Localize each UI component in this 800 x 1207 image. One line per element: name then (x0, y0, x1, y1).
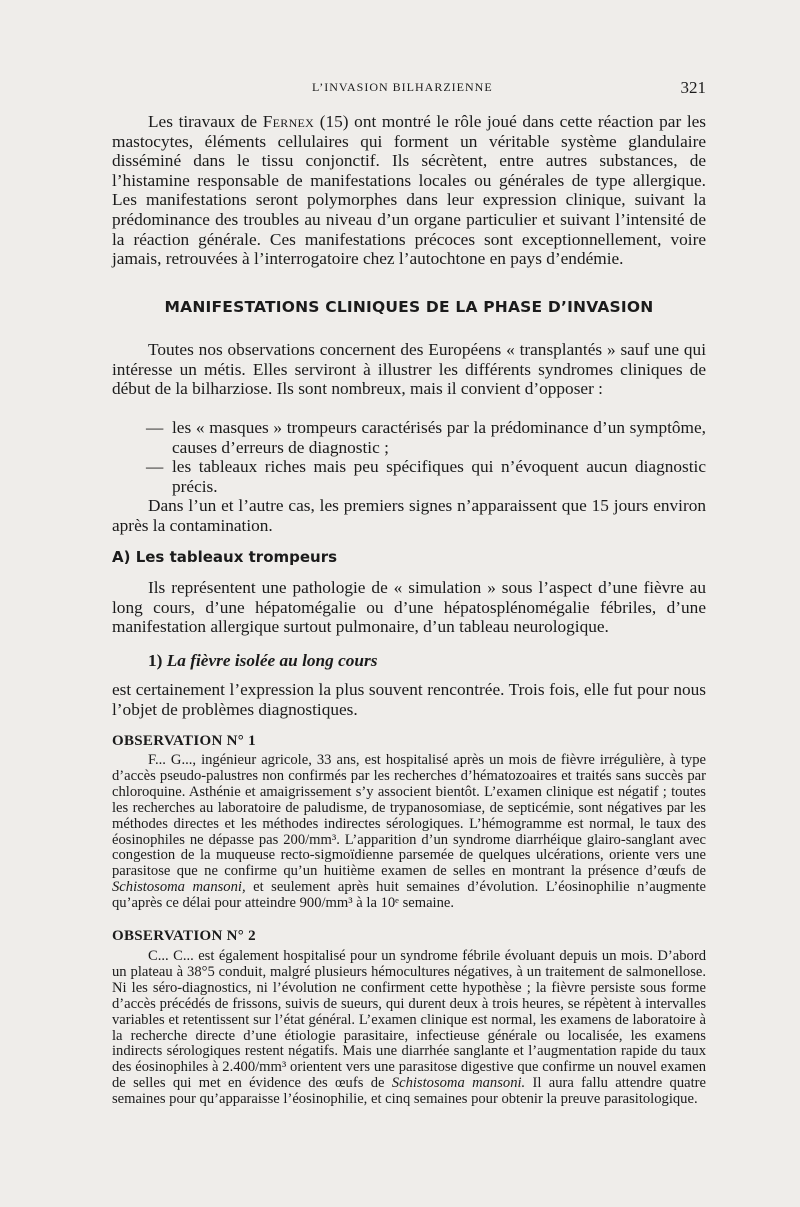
subsection-1-text: est certainement l’expression la plus souvent rencontrée. Trois fois, elle fut pour nous l’objet de problèmes diagnostiques. (112, 680, 706, 719)
observation-2-title: OBSERVATION N° 2 (112, 928, 256, 944)
author-reference: Fernex (262, 112, 315, 131)
list-item (112, 457, 706, 496)
observation-1-text-a: F... G..., ingénieur agricole, 33 ans, est hospitalisé après un mois de fièvre irrégulière, à type d’accès pseudo-palustres non confirmés par les recherches d’hématozoaires et traités sans succès par chloroquine. Asthénie et amaigrissement s’y associent bientôt. L’examen clinique est négatif ; toutes les recherches au laboratoire de paludisme, de trypanosomiase, de septicémie, sont négatives par les méthodes directes et les méthodes indirectes sérologiques. L’hémogramme est normal, le taux des éosinophiles ne dépasse pas 200/mm³. L’apparition d’un syndrome diarrhéique glairo-sanglant avec congestion de la muqueuse recto-sigmoïdienne parsemée de quelques ulcérations, oriente vers une parasitose que ne confirme qu’un huitième examen de selles en montrant la présence d’œufs de (112, 752, 706, 880)
section-heading: MANIFESTATIONS CLINIQUES DE LA PHASE D’INVASION (164, 298, 654, 316)
list-item (112, 418, 706, 457)
section-paragraph-1 (112, 340, 706, 399)
running-title: L’INVASION BILHARZIENNE (312, 80, 493, 94)
observation-2-text-b: Il aura fallu attendre quatre semaines pour qu’apparaisse l’éosinophilie, et cinq semaines pour obtenir la preuve parasitologique. (112, 1075, 707, 1108)
subsection-a-text: Ils représentent une pathologie de « simulation » sous l’aspect d’une fièvre au long cours, d’une hépatomégalie ou d’une hépatosplénomégalie fébriles, d’une manifestation allergique surtout pulmonaire, d’un tableau neurologique. (112, 578, 706, 637)
observation-1-title: OBSERVATION N° 1 (112, 733, 256, 749)
subsection-a-paragraph (112, 578, 706, 637)
section-paragraph-2-text: Dans l’un et l’autre cas, les premiers signes n’apparaissent que 15 jours environ après la contamination. (112, 496, 706, 535)
observation-1-species: Schistosoma mansoni, (112, 879, 246, 896)
observation-2-text (112, 949, 706, 1108)
intro-part1: Les tiravaux de (148, 112, 263, 131)
page-number: 321 (680, 78, 706, 97)
subsection-1-title: La fièvre isolée au long cours (166, 651, 378, 670)
observation-1-text (112, 753, 706, 912)
dash-marker: — (146, 418, 164, 437)
intro-part2: (15) ont montré le rôle joué dans cette réaction par les mastocytes, éléments cellulaires qui forment un véritable système glandulaire disséminé dans le tissu conjonctif. Ils sécrètent, entre autres substances, de l’histamine responsable de manifestations locales ou générales de type allergique. Les manifestations seront polymorphes dans leur expression clinique, suivant la prédominance des troubles au niveau d’un organe particulier et suivant l’intensité de la réaction générale. Ces manifestations précoces sont exceptionnellement, voire jamais, retrouvées à l’interrogatoire chez l’autochtone en pays d’endémie. (112, 112, 707, 269)
subsection-1-number: 1) (148, 651, 163, 670)
observation-2-text-a: C... C... est également hospitalisé pour un syndrome fébrile évoluant depuis un mois. D’abord un plateau à 38°5 conduit, malgré plusieurs hémocultures négatives, à un traitement de salmonellose. Ni les séro-diagnostics, ni l’évolution ne confirment cette hypothèse ; la fièvre persiste sous forme d’accès précédés de frissons, suivis de sueurs, qui durent deux à trois heures, se répètent à intervalles variables et retentissent sur l’état général. L’examen clinique est normal, les examens de laboratoire à la recherche directe d’une étiologie parasitaire, infectieuse générale ou localisée, les examens indirects sérologiques restent négatifs. Mais une diarrhée sanglante et l’augmentation rapide du taux des éosinophiles à 2.400/mm³ orientent vers une parasitose digestive que confirme un nouvel examen de selles qui met en évidence des œufs de (112, 948, 706, 1092)
diagnosis-list (112, 418, 706, 496)
list-item-text: les tableaux riches mais peu spécifiques qui n’évoquent aucun diagnostic précis. (172, 457, 706, 496)
section-paragraph-2 (112, 496, 706, 535)
subsection-a-title: Les tableaux trompeurs (135, 548, 338, 566)
subsection-a-heading (112, 548, 337, 566)
section-paragraph-1-text: Toutes nos observations concernent des Européens « transplantés » sauf une qui intéresse un métis. Elles serviront à illustrer les différents syndromes cliniques de début de la bilharziose. Ils sont nombreux, mais il convient d’opposer : (112, 340, 706, 399)
observation-2-species: Schistosoma mansoni. (391, 1075, 526, 1092)
subsection-a-label: A) (112, 548, 131, 566)
subsection-1-paragraph (112, 680, 706, 719)
intro-paragraph (112, 112, 706, 269)
observation-1-text-b: et seulement après huit semaines d’évolution. L’éosinophilie n’augmente qu’après ce délai pour atteindre 900/mm³ à la 10ᵉ semaine. (112, 879, 706, 912)
dash-marker: — (146, 457, 164, 477)
list-item-text: les « masques » trompeurs caractérisés par la prédominance d’un symptôme, causes d’erreurs de diagnostic ; (172, 418, 706, 457)
subsection-1-heading (112, 651, 377, 671)
